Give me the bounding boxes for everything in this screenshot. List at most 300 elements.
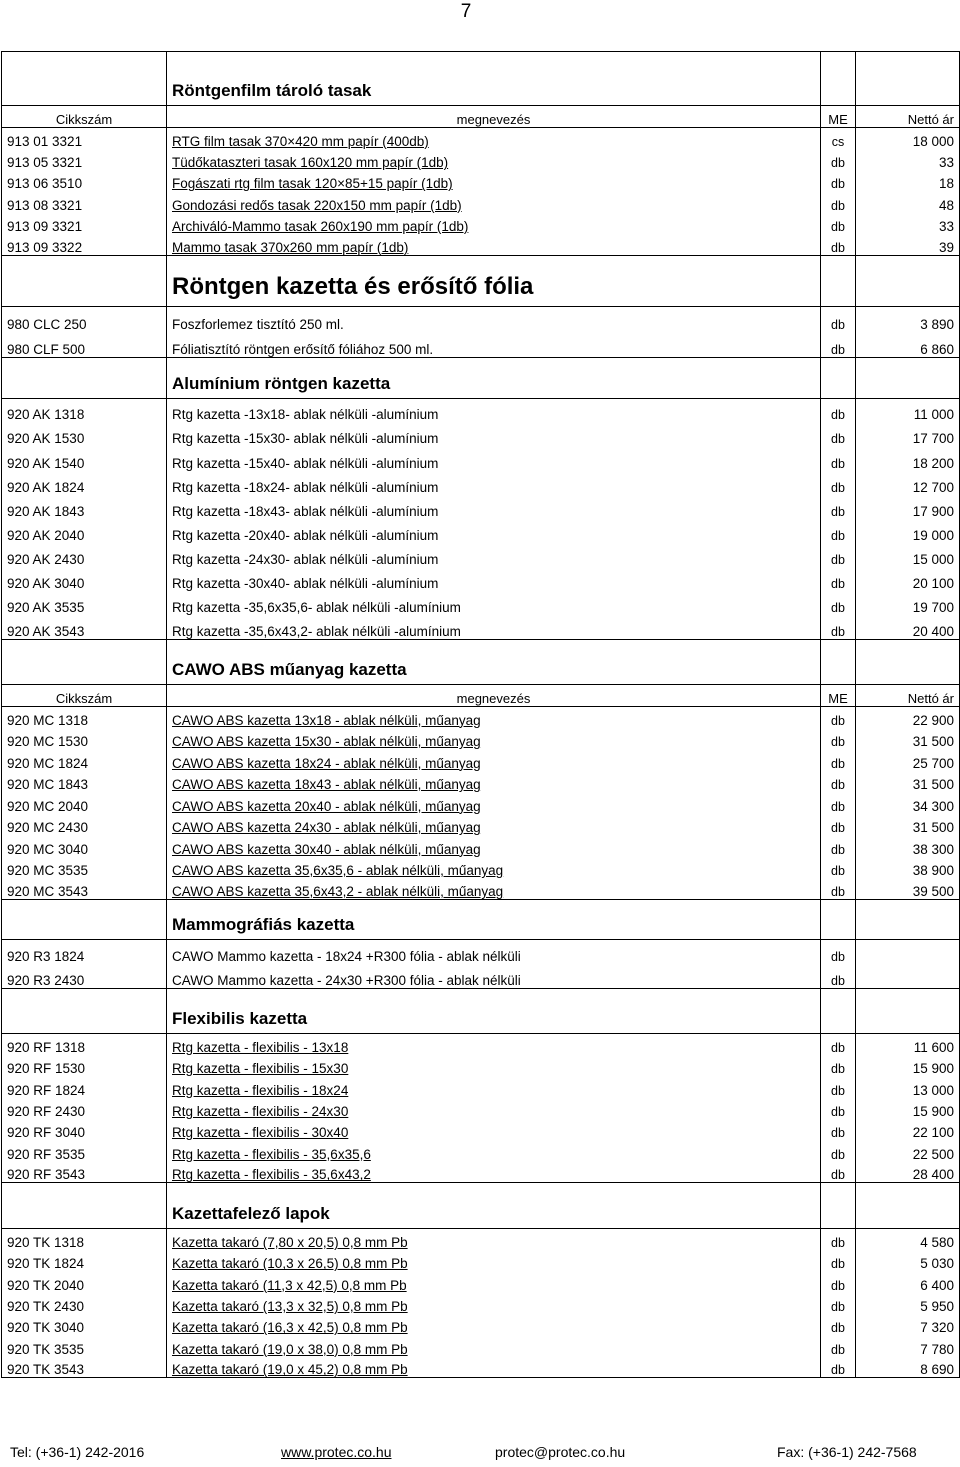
product-price: 18 bbox=[856, 170, 960, 191]
footer-website-link[interactable]: www.protec.co.hu bbox=[281, 1444, 392, 1460]
product-price: 6 400 bbox=[856, 1271, 960, 1292]
product-code: 920 MC 1843 bbox=[2, 771, 167, 793]
product-row bbox=[2, 1250, 960, 1271]
product-price bbox=[856, 964, 960, 989]
product-code: 920 MC 1530 bbox=[2, 728, 167, 750]
product-row bbox=[2, 1119, 960, 1140]
product-code: 920 RF 1318 bbox=[2, 1034, 167, 1055]
product-row bbox=[2, 940, 960, 965]
product-price: 13 000 bbox=[856, 1076, 960, 1097]
product-code: 920 MC 2040 bbox=[2, 792, 167, 814]
product-unit: db bbox=[821, 471, 856, 495]
footer-email[interactable]: protec@protec.co.hu bbox=[495, 1444, 626, 1460]
product-code: 913 09 3322 bbox=[2, 234, 167, 255]
product-unit: db bbox=[821, 191, 856, 212]
product-unit: db bbox=[821, 1271, 856, 1292]
product-name-text: Rtg kazetta -15x30- ablak nélküli -alumínium bbox=[172, 431, 439, 447]
product-row bbox=[2, 964, 960, 989]
product-code: 920 AK 3535 bbox=[2, 591, 167, 615]
product-name-text: CAWO ABS kazetta 18x43 - ablak nélküli, műanyag bbox=[172, 777, 481, 793]
product-code: 920 MC 3535 bbox=[2, 857, 167, 879]
product-row bbox=[2, 1140, 960, 1161]
product-unit: db bbox=[821, 749, 856, 771]
product-name bbox=[167, 771, 821, 793]
product-price: 31 500 bbox=[856, 814, 960, 836]
product-unit: db bbox=[821, 1140, 856, 1161]
product-code: 920 RF 1824 bbox=[2, 1076, 167, 1097]
product-price: 15 900 bbox=[856, 1098, 960, 1119]
product-name bbox=[167, 519, 821, 543]
product-row bbox=[2, 1357, 960, 1378]
section-title-blank bbox=[821, 1183, 856, 1229]
product-unit: db bbox=[821, 306, 856, 332]
product-name bbox=[167, 398, 821, 422]
product-name bbox=[167, 835, 821, 857]
product-price: 28 400 bbox=[856, 1162, 960, 1183]
product-row bbox=[2, 1335, 960, 1356]
product-row bbox=[2, 1229, 960, 1250]
section-title-row bbox=[2, 357, 960, 398]
product-price: 15 900 bbox=[856, 1055, 960, 1076]
product-name bbox=[167, 234, 821, 255]
product-row bbox=[2, 814, 960, 836]
product-price: 6 860 bbox=[856, 332, 960, 358]
product-name-text: Rtg kazetta -20x40- ablak nélküli -alumínium bbox=[172, 527, 439, 543]
product-unit: db bbox=[821, 234, 856, 255]
product-row bbox=[2, 306, 960, 332]
product-name bbox=[167, 814, 821, 836]
section-title-blank bbox=[856, 255, 960, 306]
product-unit: db bbox=[821, 814, 856, 836]
section-title: Mammográfiás kazetta bbox=[167, 900, 821, 940]
product-name bbox=[167, 1357, 821, 1378]
product-code: 920 MC 1318 bbox=[2, 706, 167, 728]
product-price: 19 000 bbox=[856, 519, 960, 543]
product-code: 920 AK 1540 bbox=[2, 446, 167, 470]
product-row bbox=[2, 149, 960, 170]
section-title-blank bbox=[2, 639, 167, 684]
section-title: Kazettafelező lapok bbox=[167, 1183, 821, 1229]
product-price: 38 900 bbox=[856, 857, 960, 879]
catalog-table bbox=[1, 51, 960, 1378]
product-price: 31 500 bbox=[856, 728, 960, 750]
product-name bbox=[167, 567, 821, 591]
product-code: 920 RF 3535 bbox=[2, 1140, 167, 1161]
product-name bbox=[167, 591, 821, 615]
product-name bbox=[167, 1055, 821, 1076]
product-code: 920 AK 3040 bbox=[2, 567, 167, 591]
product-code: 920 TK 2430 bbox=[2, 1293, 167, 1314]
product-code: 920 MC 3040 bbox=[2, 835, 167, 857]
product-unit: db bbox=[821, 591, 856, 615]
product-name bbox=[167, 1034, 821, 1055]
section-title-blank bbox=[856, 357, 960, 398]
product-row bbox=[2, 398, 960, 422]
product-name bbox=[167, 471, 821, 495]
product-row bbox=[2, 519, 960, 543]
product-name bbox=[167, 706, 821, 728]
section-title-blank bbox=[856, 1183, 960, 1229]
header-unit: ME bbox=[821, 684, 856, 706]
product-code: 920 RF 2430 bbox=[2, 1098, 167, 1119]
product-unit: db bbox=[821, 728, 856, 750]
product-price: 34 300 bbox=[856, 792, 960, 814]
product-row bbox=[2, 471, 960, 495]
product-name bbox=[167, 422, 821, 446]
product-price: 20 100 bbox=[856, 567, 960, 591]
product-unit: db bbox=[821, 857, 856, 879]
product-price: 31 500 bbox=[856, 771, 960, 793]
product-code: 920 R3 1824 bbox=[2, 940, 167, 965]
product-name-text: CAWO Mammo kazetta - 18x24 +R300 fólia - ablak nélküli bbox=[172, 949, 521, 965]
product-price: 22 500 bbox=[856, 1140, 960, 1161]
product-name-text: CAWO ABS kazetta 13x18 - ablak nélküli, műanyag bbox=[172, 712, 481, 728]
product-name bbox=[167, 306, 821, 332]
product-name-text: Kazetta takaró (7,80 x 20,5) 0,8 mm Pb bbox=[172, 1235, 408, 1251]
product-row bbox=[2, 1034, 960, 1055]
product-code: 920 TK 3535 bbox=[2, 1335, 167, 1356]
product-name bbox=[167, 878, 821, 900]
product-code: 920 MC 2430 bbox=[2, 814, 167, 836]
product-name bbox=[167, 749, 821, 771]
product-code: 920 MC 1824 bbox=[2, 749, 167, 771]
product-code: 920 TK 3040 bbox=[2, 1314, 167, 1335]
product-name-text: CAWO ABS kazetta 18x24 - ablak nélküli, műanyag bbox=[172, 755, 481, 771]
product-price bbox=[856, 940, 960, 965]
product-code: 920 TK 2040 bbox=[2, 1271, 167, 1292]
product-code: 920 AK 2430 bbox=[2, 543, 167, 567]
product-code: 913 09 3321 bbox=[2, 213, 167, 234]
product-name bbox=[167, 792, 821, 814]
header-price: Nettó ár bbox=[856, 106, 960, 128]
product-name-text: Kazetta takaró (10,3 x 26,5) 0,8 mm Pb bbox=[172, 1256, 408, 1272]
product-name-text: Rtg kazetta - flexibilis - 35,6x43,2 bbox=[172, 1167, 371, 1183]
product-price: 33 bbox=[856, 213, 960, 234]
product-name-text: Rtg kazetta -30x40- ablak nélküli -alumínium bbox=[172, 576, 439, 592]
footer-fax: Fax: (+36-1) 242-7568 bbox=[777, 1444, 917, 1460]
product-unit: db bbox=[821, 170, 856, 191]
product-name bbox=[167, 1250, 821, 1271]
product-name bbox=[167, 857, 821, 879]
product-unit: db bbox=[821, 878, 856, 900]
product-price: 22 900 bbox=[856, 706, 960, 728]
product-name-text: CAWO ABS kazetta 35,6x43,2 - ablak nélküli, műanyag bbox=[172, 884, 504, 900]
product-price: 18 000 bbox=[856, 128, 960, 149]
product-price: 7 320 bbox=[856, 1314, 960, 1335]
product-price: 5 950 bbox=[856, 1293, 960, 1314]
product-unit: db bbox=[821, 213, 856, 234]
section-title-blank bbox=[2, 52, 167, 106]
product-row bbox=[2, 591, 960, 615]
product-name-text: Rtg kazetta - flexibilis - 35,6x35,6 bbox=[172, 1146, 371, 1162]
product-price: 3 890 bbox=[856, 306, 960, 332]
section-title-blank bbox=[2, 989, 167, 1034]
section-title-blank bbox=[821, 639, 856, 684]
product-code: 913 05 3321 bbox=[2, 149, 167, 170]
product-price: 17 900 bbox=[856, 495, 960, 519]
section-title: Röntgenfilm tároló tasak bbox=[167, 52, 821, 106]
product-name bbox=[167, 149, 821, 170]
product-name bbox=[167, 728, 821, 750]
product-name-text: Tüdőkataszteri tasak 160x120 mm papír (1db) bbox=[172, 155, 449, 171]
product-name-text: Kazetta takaró (16,3 x 42,5) 0,8 mm Pb bbox=[172, 1320, 408, 1336]
product-name bbox=[167, 495, 821, 519]
product-row bbox=[2, 857, 960, 879]
product-name bbox=[167, 940, 821, 965]
product-name bbox=[167, 213, 821, 234]
product-unit: db bbox=[821, 1314, 856, 1335]
page-number: 7 bbox=[460, 1, 472, 22]
product-row bbox=[2, 1098, 960, 1119]
product-name bbox=[167, 1335, 821, 1356]
section-title-blank bbox=[821, 989, 856, 1034]
product-name-text: Rtg kazetta - flexibilis - 13x18 bbox=[172, 1040, 349, 1056]
product-name-text: CAWO ABS kazetta 15x30 - ablak nélküli, műanyag bbox=[172, 734, 481, 750]
column-header-row bbox=[2, 684, 960, 706]
product-name bbox=[167, 1293, 821, 1314]
section-title-row bbox=[2, 255, 960, 306]
product-code: 920 RF 3543 bbox=[2, 1162, 167, 1183]
product-row bbox=[2, 213, 960, 234]
product-name-text: Fogászati rtg film tasak 120×85+15 papír (1db) bbox=[172, 176, 453, 192]
product-price: 5 030 bbox=[856, 1250, 960, 1271]
product-name-text: Rtg kazetta -35,6x43,2- ablak nélküli -alumínium bbox=[172, 623, 461, 639]
product-price: 17 700 bbox=[856, 422, 960, 446]
product-unit: db bbox=[821, 1357, 856, 1378]
product-code: 920 RF 3040 bbox=[2, 1119, 167, 1140]
section-title-row bbox=[2, 1183, 960, 1229]
product-row bbox=[2, 1314, 960, 1335]
product-price: 11 000 bbox=[856, 398, 960, 422]
header-code: Cikkszám bbox=[2, 106, 167, 128]
product-unit: db bbox=[821, 149, 856, 170]
section-title-blank bbox=[856, 900, 960, 940]
product-price: 4 580 bbox=[856, 1229, 960, 1250]
product-unit: db bbox=[821, 835, 856, 857]
product-unit: cs bbox=[821, 128, 856, 149]
product-name bbox=[167, 1119, 821, 1140]
section-title-blank bbox=[2, 357, 167, 398]
product-price: 48 bbox=[856, 191, 960, 212]
product-name bbox=[167, 615, 821, 639]
product-price: 20 400 bbox=[856, 615, 960, 639]
product-row bbox=[2, 771, 960, 793]
product-row bbox=[2, 191, 960, 212]
section-title: CAWO ABS műanyag kazetta bbox=[167, 639, 821, 684]
product-name-text: Foszforlemez tisztító 250 ml. bbox=[172, 316, 344, 332]
product-unit: db bbox=[821, 771, 856, 793]
product-unit: db bbox=[821, 398, 856, 422]
column-header-row bbox=[2, 106, 960, 128]
product-unit: db bbox=[821, 1250, 856, 1271]
product-row bbox=[2, 1076, 960, 1097]
section-title-blank bbox=[856, 639, 960, 684]
section-title: Alumínium röntgen kazetta bbox=[167, 357, 821, 398]
section-title-blank bbox=[821, 52, 856, 106]
section-title-blank bbox=[2, 255, 167, 306]
product-code: 980 CLC 250 bbox=[2, 306, 167, 332]
product-name-text: Rtg kazetta -35,6x35,6- ablak nélküli -alumínium bbox=[172, 600, 461, 616]
product-name-text: Gondozási redős tasak 220x150 mm papír (1db) bbox=[172, 197, 462, 213]
product-row bbox=[2, 495, 960, 519]
product-name bbox=[167, 1314, 821, 1335]
header-unit: ME bbox=[821, 106, 856, 128]
product-name-text: Rtg kazetta -15x40- ablak nélküli -alumínium bbox=[172, 455, 439, 471]
product-row bbox=[2, 567, 960, 591]
section-title-blank bbox=[856, 989, 960, 1034]
product-row bbox=[2, 728, 960, 750]
product-row bbox=[2, 543, 960, 567]
product-row bbox=[2, 749, 960, 771]
product-unit: db bbox=[821, 964, 856, 989]
product-row bbox=[2, 706, 960, 728]
product-row bbox=[2, 332, 960, 358]
product-name-text: Rtg kazetta - flexibilis - 30x40 bbox=[172, 1125, 349, 1141]
product-row bbox=[2, 128, 960, 149]
product-code: 920 AK 1824 bbox=[2, 471, 167, 495]
product-code: 980 CLF 500 bbox=[2, 332, 167, 358]
product-name-text: Rtg kazetta -18x24- ablak nélküli -alumínium bbox=[172, 479, 439, 495]
product-row bbox=[2, 234, 960, 255]
product-name-text: Rtg kazetta - flexibilis - 15x30 bbox=[172, 1061, 349, 1077]
product-name bbox=[167, 543, 821, 567]
header-name: megnevezés bbox=[167, 684, 821, 706]
product-name-text: Rtg kazetta -24x30- ablak nélküli -alumínium bbox=[172, 551, 439, 567]
product-name-text: CAWO ABS kazetta 20x40 - ablak nélküli, műanyag bbox=[172, 798, 481, 814]
product-unit: db bbox=[821, 446, 856, 470]
product-row bbox=[2, 1271, 960, 1292]
product-code: 920 MC 3543 bbox=[2, 878, 167, 900]
product-code: 913 01 3321 bbox=[2, 128, 167, 149]
product-name-text: Mammo tasak 370x260 mm papír (1db) bbox=[172, 239, 409, 255]
product-name bbox=[167, 1098, 821, 1119]
product-name-text: Kazetta takaró (19,0 x 45,2) 0,8 mm Pb bbox=[172, 1362, 408, 1378]
product-name bbox=[167, 1076, 821, 1097]
product-code: 920 AK 1318 bbox=[2, 398, 167, 422]
product-code: 920 AK 2040 bbox=[2, 519, 167, 543]
product-code: 920 TK 1824 bbox=[2, 1250, 167, 1271]
product-unit: db bbox=[821, 1098, 856, 1119]
product-name-text: CAWO ABS kazetta 24x30 - ablak nélküli, műanyag bbox=[172, 820, 481, 836]
product-price: 11 600 bbox=[856, 1034, 960, 1055]
product-name-text: CAWO ABS kazetta 35,6x35,6 - ablak nélküli, műanyag bbox=[172, 863, 504, 879]
product-row bbox=[2, 1293, 960, 1314]
product-unit: db bbox=[821, 1055, 856, 1076]
product-name-text: Fóliatisztító röntgen erősítő fóliához 500 ml. bbox=[172, 341, 434, 357]
product-unit: db bbox=[821, 422, 856, 446]
product-name bbox=[167, 446, 821, 470]
product-unit: db bbox=[821, 1162, 856, 1183]
product-name-text: Rtg kazetta -13x18- ablak nélküli -alumínium bbox=[172, 407, 439, 423]
product-unit: db bbox=[821, 1034, 856, 1055]
section-title-row bbox=[2, 52, 960, 106]
product-code: 920 TK 3543 bbox=[2, 1357, 167, 1378]
product-price: 15 000 bbox=[856, 543, 960, 567]
product-name bbox=[167, 170, 821, 191]
product-name-text: Kazetta takaró (11,3 x 42,5) 0,8 mm Pb bbox=[172, 1277, 407, 1293]
product-name-text: Rtg kazetta -18x43- ablak nélküli -alumínium bbox=[172, 503, 439, 519]
price-catalog bbox=[0, 51, 960, 1378]
product-unit: db bbox=[821, 940, 856, 965]
product-code: 920 AK 3543 bbox=[2, 615, 167, 639]
product-price: 7 780 bbox=[856, 1335, 960, 1356]
product-row bbox=[2, 878, 960, 900]
product-unit: db bbox=[821, 519, 856, 543]
section-title-blank bbox=[821, 357, 856, 398]
section-title-row bbox=[2, 639, 960, 684]
product-name bbox=[167, 191, 821, 212]
product-price: 12 700 bbox=[856, 471, 960, 495]
product-code: 913 06 3510 bbox=[2, 170, 167, 191]
footer-phone: Tel: (+36-1) 242-2016 bbox=[10, 1444, 145, 1460]
product-price: 39 500 bbox=[856, 878, 960, 900]
product-row bbox=[2, 615, 960, 639]
product-price: 25 700 bbox=[856, 749, 960, 771]
header-name: megnevezés bbox=[167, 106, 821, 128]
product-price: 33 bbox=[856, 149, 960, 170]
product-row bbox=[2, 170, 960, 191]
product-row bbox=[2, 792, 960, 814]
product-unit: db bbox=[821, 495, 856, 519]
section-title-blank bbox=[2, 900, 167, 940]
header-price: Nettó ár bbox=[856, 684, 960, 706]
section-title: Röntgen kazetta és erősítő fólia bbox=[167, 255, 821, 306]
product-name-text: Kazetta takaró (13,3 x 32,5) 0,8 mm Pb bbox=[172, 1298, 408, 1314]
section-title-blank bbox=[821, 900, 856, 940]
product-name bbox=[167, 1271, 821, 1292]
page-footer bbox=[0, 1444, 960, 1466]
product-code: 920 TK 1318 bbox=[2, 1229, 167, 1250]
product-price: 18 200 bbox=[856, 446, 960, 470]
product-name bbox=[167, 128, 821, 149]
product-code: 920 AK 1843 bbox=[2, 495, 167, 519]
product-unit: db bbox=[821, 792, 856, 814]
product-name bbox=[167, 332, 821, 358]
product-unit: db bbox=[821, 543, 856, 567]
product-row bbox=[2, 422, 960, 446]
product-row bbox=[2, 1162, 960, 1183]
section-title-blank bbox=[2, 1183, 167, 1229]
product-price: 38 300 bbox=[856, 835, 960, 857]
section-title-row bbox=[2, 989, 960, 1034]
product-unit: db bbox=[821, 1229, 856, 1250]
product-name-text: Archiváló-Mammo tasak 260x190 mm papír (1db) bbox=[172, 218, 469, 234]
product-price: 19 700 bbox=[856, 591, 960, 615]
product-name bbox=[167, 1140, 821, 1161]
product-price: 8 690 bbox=[856, 1357, 960, 1378]
product-name-text: RTG film tasak 370×420 mm papír (400db) bbox=[172, 133, 429, 149]
product-unit: db bbox=[821, 567, 856, 591]
product-code: 920 R3 2430 bbox=[2, 964, 167, 989]
product-price: 39 bbox=[856, 234, 960, 255]
product-price: 22 100 bbox=[856, 1119, 960, 1140]
section-title-blank bbox=[856, 52, 960, 106]
product-unit: db bbox=[821, 1076, 856, 1097]
product-name bbox=[167, 1162, 821, 1183]
product-code: 920 RF 1530 bbox=[2, 1055, 167, 1076]
product-row bbox=[2, 446, 960, 470]
product-name-text: CAWO Mammo kazetta - 24x30 +R300 fólia - ablak nélküli bbox=[172, 973, 521, 989]
product-unit: db bbox=[821, 706, 856, 728]
section-title-blank bbox=[821, 255, 856, 306]
product-name-text: CAWO ABS kazetta 30x40 - ablak nélküli, műanyag bbox=[172, 841, 481, 857]
product-row bbox=[2, 835, 960, 857]
product-unit: db bbox=[821, 1293, 856, 1314]
product-unit: db bbox=[821, 615, 856, 639]
product-name-text: Kazetta takaró (19,0 x 38,0) 0,8 mm Pb bbox=[172, 1341, 408, 1357]
section-title-row bbox=[2, 900, 960, 940]
product-row bbox=[2, 1055, 960, 1076]
